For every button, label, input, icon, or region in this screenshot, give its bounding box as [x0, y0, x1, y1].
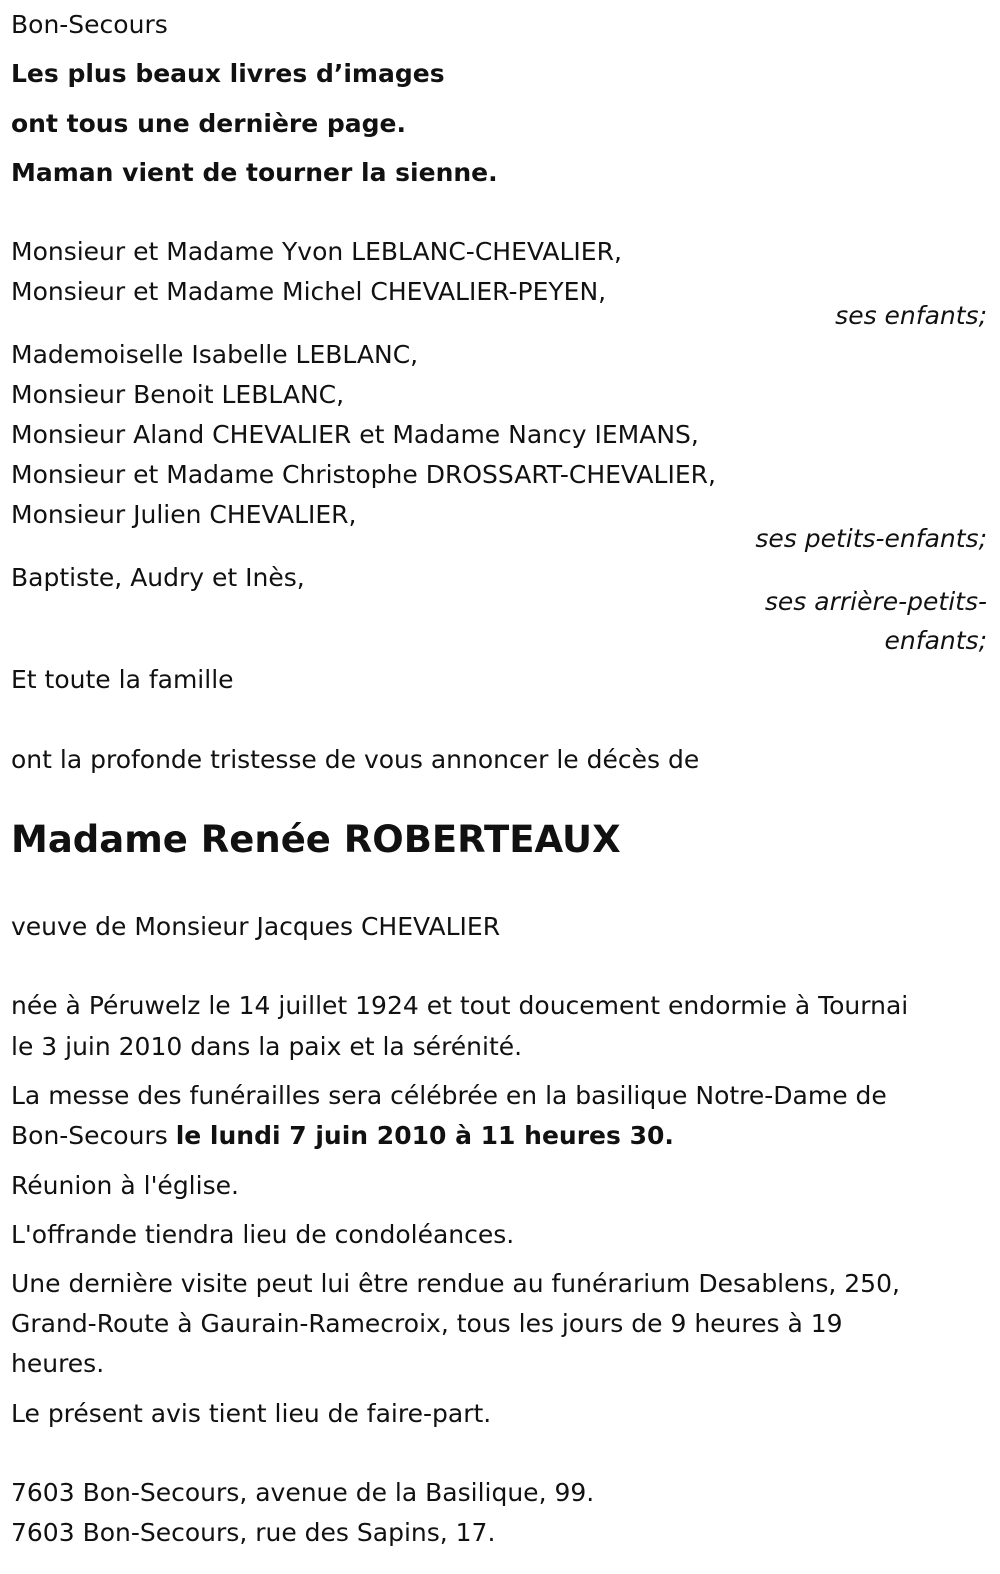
poem-line-2: ont tous une dernière page.: [11, 109, 406, 138]
mass-location: Bon-Secours: [11, 1121, 176, 1150]
grandchild-1: Mademoiselle Isabelle LEBLANC,: [11, 340, 419, 369]
birth-death-line-1: née à Péruwelz le 14 juillet 1924 et tout doucement endormie à Tournai: [11, 991, 909, 1020]
widow-of: veuve de Monsieur Jacques CHEVALIER: [11, 912, 501, 941]
children-label: ses enfants;: [835, 301, 987, 330]
child-2: Monsieur et Madame Michel CHEVALIER-PEYEN,: [11, 277, 607, 306]
location-header: Bon-Secours: [11, 10, 168, 39]
grandchild-2: Monsieur Benoit LEBLANC,: [11, 380, 345, 409]
visit-line-2: Grand-Route à Gaurain-Ramecroix, tous les jours de 9 heures à 19: [11, 1309, 843, 1338]
child-1: Monsieur et Madame Yvon LEBLANC-CHEVALIER,: [11, 237, 622, 266]
family-line: Et toute la famille: [11, 665, 234, 694]
visit-line-3: heures.: [11, 1349, 105, 1378]
birth-death-line-2: le 3 juin 2010 dans la paix et la sérénité.: [11, 1032, 523, 1061]
grandchild-3: Monsieur Aland CHEVALIER et Madame Nancy IEMANS,: [11, 420, 699, 449]
mass-datetime: le lundi 7 juin 2010 à 11 heures 30.: [175, 1121, 674, 1150]
visit-line-1: Une dernière visite peut lui être rendue au funérarium Desablens, 250,: [11, 1269, 900, 1298]
grandchild-4: Monsieur et Madame Christophe DROSSART-CHEVALIER,: [11, 460, 716, 489]
deceased-name: Madame Renée ROBERTEAUX: [11, 818, 621, 861]
great-grandchildren-label-2: enfants;: [884, 626, 987, 655]
poem-line-3: Maman vient de tourner la sienne.: [11, 158, 498, 187]
grandchildren-label: ses petits-enfants;: [755, 524, 987, 553]
mass-line-1: La messe des funérailles sera célébrée en la basilique Notre-Dame de: [11, 1081, 887, 1110]
offering-line: L'offrande tiendra lieu de condoléances.: [11, 1220, 515, 1249]
mass-line-2: [11, 1123, 674, 1148]
great-grandchildren-label-1: ses arrière-petits-: [764, 587, 987, 616]
poem-line-1: Les plus beaux livres d’images: [11, 59, 445, 88]
grandchild-5: Monsieur Julien CHEVALIER,: [11, 500, 357, 529]
announcement: ont la profonde tristesse de vous annoncer le décès de: [11, 745, 700, 774]
notice-line: Le présent avis tient lieu de faire-part.: [11, 1399, 492, 1428]
address-1: 7603 Bon-Secours, avenue de la Basilique, 99.: [11, 1478, 595, 1507]
meeting-line: Réunion à l'église.: [11, 1171, 239, 1200]
great-grandchildren: Baptiste, Audry et Inès,: [11, 563, 305, 592]
address-2: 7603 Bon-Secours, rue des Sapins, 17.: [11, 1518, 496, 1547]
